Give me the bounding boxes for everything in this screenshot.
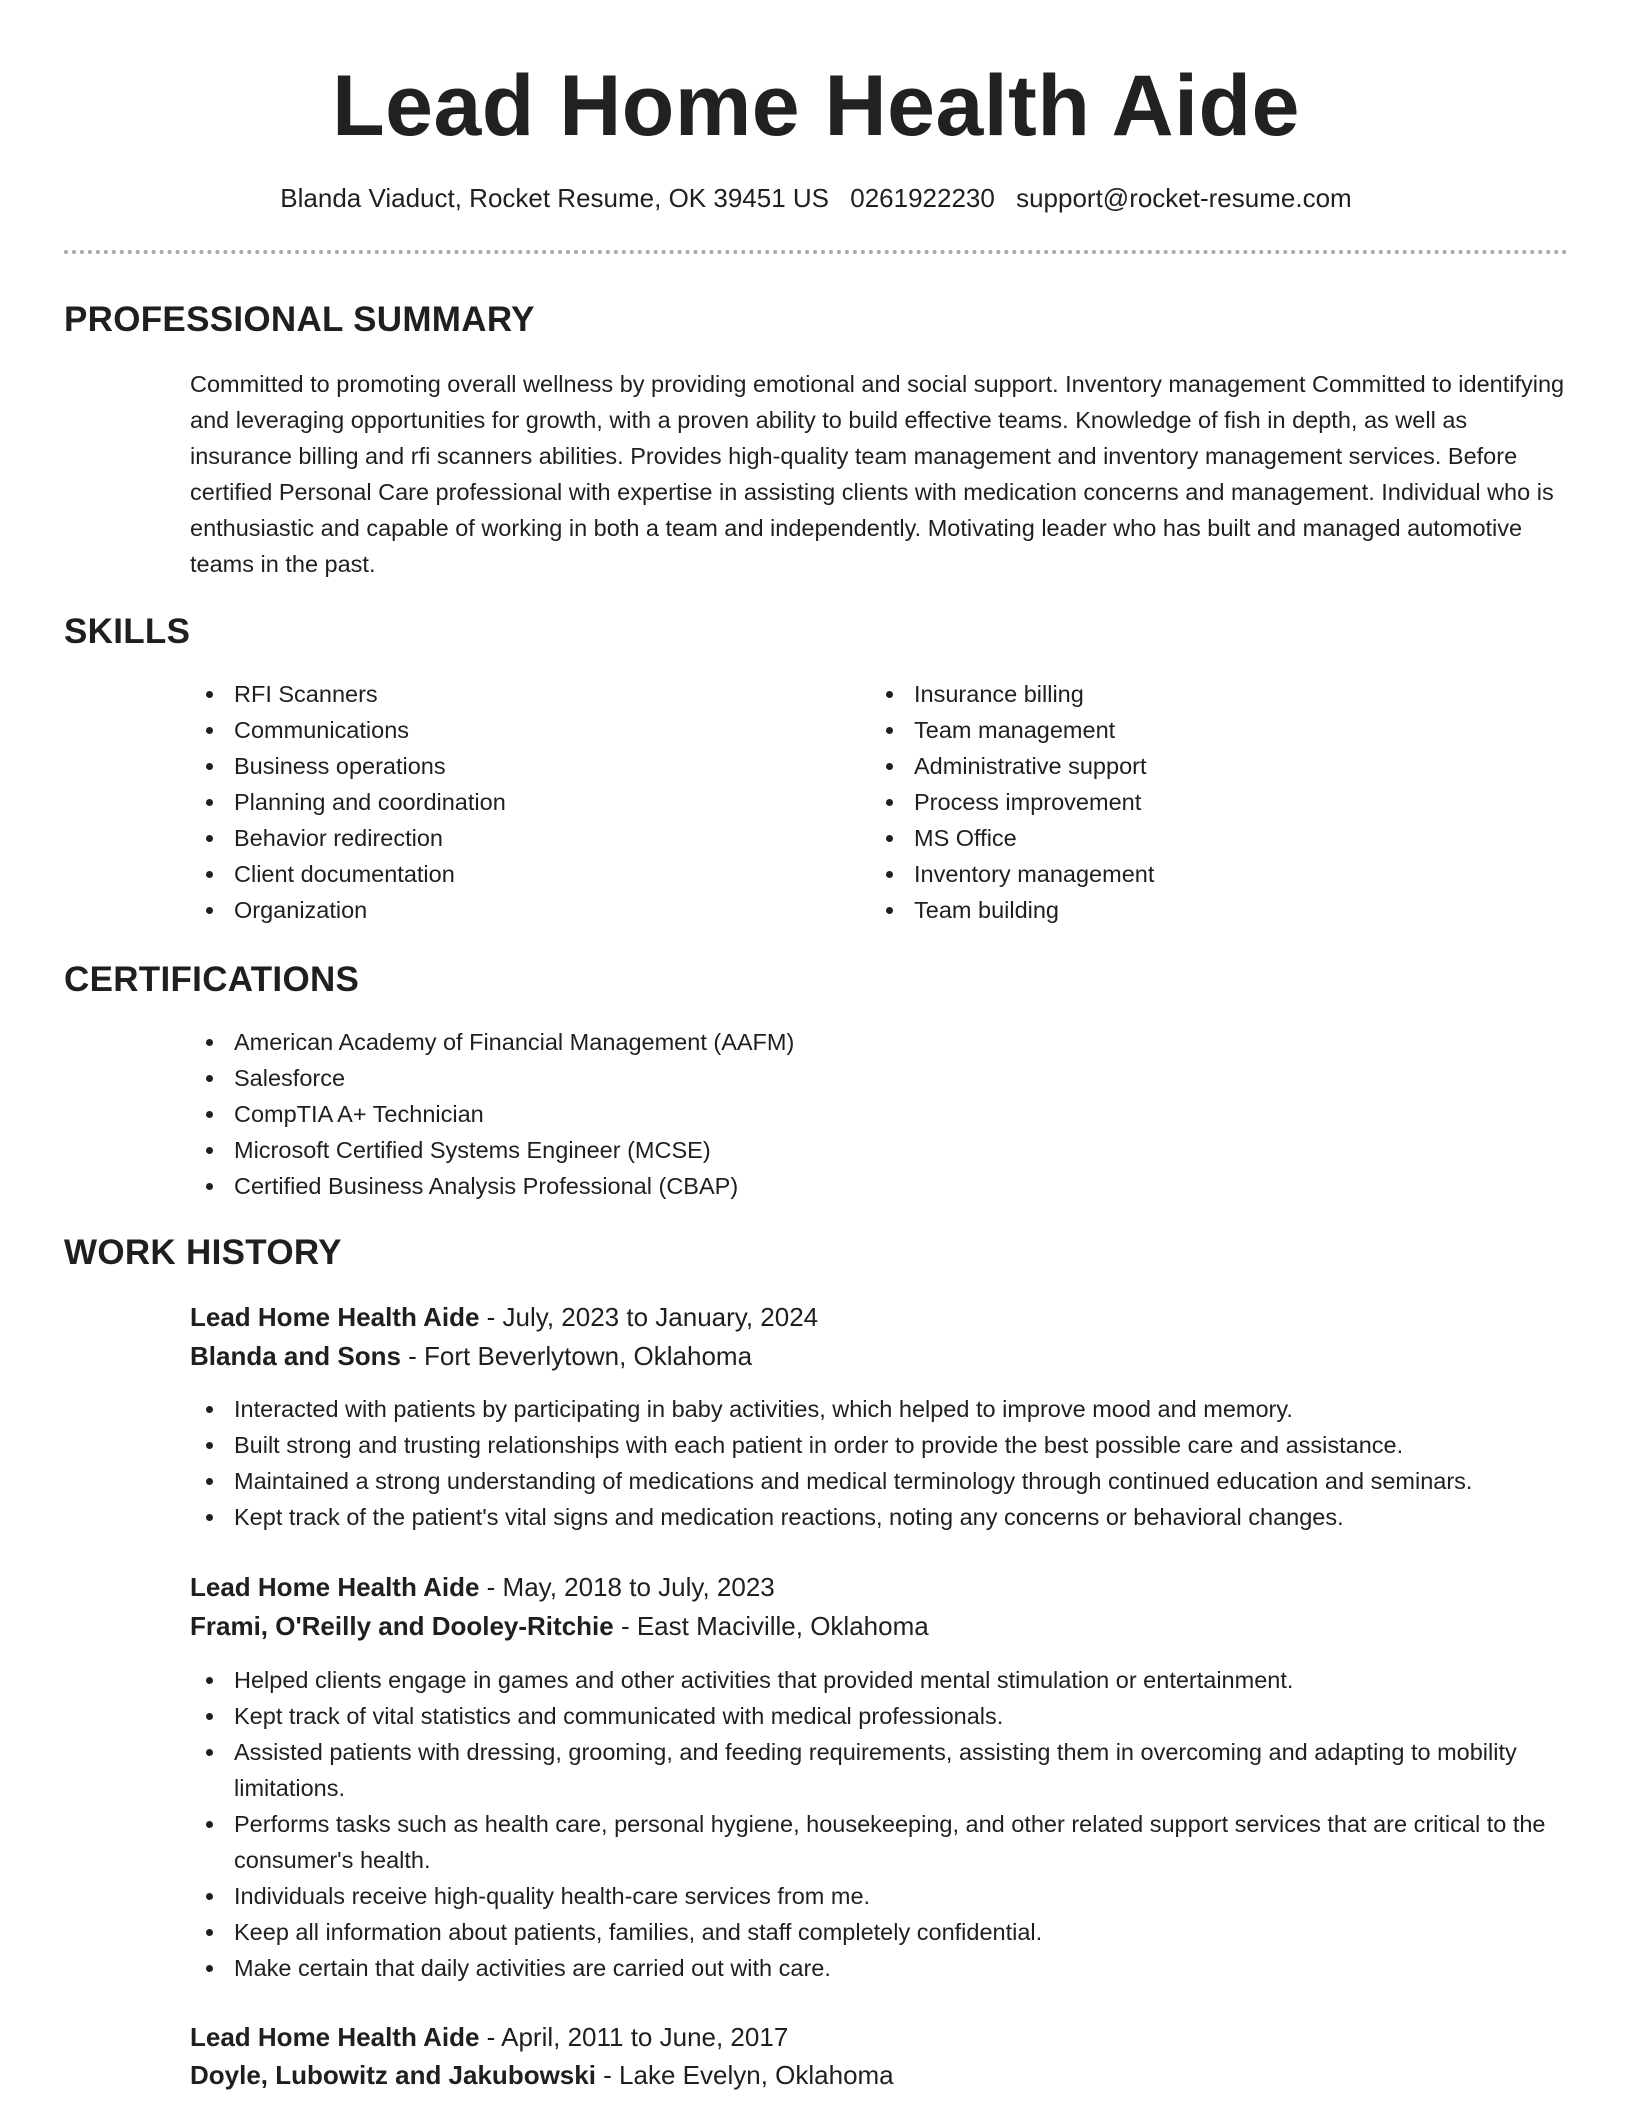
skill-item: RFI Scanners [190, 676, 790, 712]
skill-item: Communications [190, 712, 790, 748]
skills-list-right [870, 676, 1470, 928]
certifications-list [190, 1024, 1570, 1204]
skill-item: Business operations [190, 748, 790, 784]
skill-item: Planning and coordination [190, 784, 790, 820]
job-dates: - July, 2023 to January, 2024 [479, 1302, 819, 1332]
job-title: Lead Home Health Aide [190, 1572, 480, 1602]
contact-line [0, 178, 1632, 218]
summary-heading: PROFESSIONAL SUMMARY [64, 300, 535, 339]
skill-item: Administrative support [870, 748, 1470, 784]
job-bullet: Interacted with patients by participating in baby activities, which helped to improve mood and memory. [190, 1391, 1580, 1427]
skills-heading: SKILLS [64, 612, 191, 651]
job-bullet: Maintained a strong understanding of medications and medical terminology through continued education and seminars. [190, 1463, 1580, 1499]
job-location: - Fort Beverlytown, Oklahoma [400, 1341, 753, 1371]
contact-email: support@rocket-resume.com [1016, 183, 1352, 213]
job-company: Blanda and Sons [190, 1341, 401, 1371]
job-title-line [190, 1298, 818, 1336]
certifications-heading: CERTIFICATIONS [64, 960, 360, 999]
job-company-line [190, 2056, 894, 2094]
job-dates: - May, 2018 to July, 2023 [479, 1572, 775, 1602]
certification-item: American Academy of Financial Management (AAFM) [190, 1024, 1570, 1060]
job-bullet: Performs tasks such as health care, personal hygiene, housekeeping, and other related support services that are critical to the consumer's health. [190, 1806, 1580, 1878]
job-company-line [190, 1337, 752, 1375]
job-bullet: Helped clients engage in games and other activities that provided mental stimulation or entertainment. [190, 1662, 1580, 1698]
skill-item: Organization [190, 892, 790, 928]
job-bullet: Keep all information about patients, families, and staff completely confidential. [190, 1914, 1580, 1950]
job-company-line [190, 1607, 929, 1645]
certification-item: Microsoft Certified Systems Engineer (MCSE) [190, 1132, 1570, 1168]
job-location: - Lake Evelyn, Oklahoma [595, 2060, 894, 2090]
certification-item: Salesforce [190, 1060, 1570, 1096]
job-bullet: Built strong and trusting relationships with each patient in order to provide the best possible care and assistance. [190, 1427, 1580, 1463]
skill-item: Insurance billing [870, 676, 1470, 712]
job-company: Frami, O'Reilly and Dooley-Ritchie [190, 1611, 614, 1641]
job-title-line [190, 1568, 775, 1606]
job-title-line [190, 2018, 788, 2056]
skill-item: Team management [870, 712, 1470, 748]
skill-item: Client documentation [190, 856, 790, 892]
job-location: - East Maciville, Oklahoma [613, 1611, 929, 1641]
job-bullets [190, 1391, 1580, 1535]
job-bullet: Assisted patients with dressing, grooming, and feeding requirements, assisting them in overcoming and adapting to mobility limitations. [190, 1734, 1580, 1806]
skills-list-left [190, 676, 790, 928]
job-title: Lead Home Health Aide [190, 1302, 480, 1332]
work-history-heading: WORK HISTORY [64, 1233, 342, 1272]
job-bullet: Kept track of the patient's vital signs and medication reactions, noting any concerns or behavioral changes. [190, 1499, 1580, 1535]
job-dates: - April, 2011 to June, 2017 [479, 2022, 789, 2052]
job-title: Lead Home Health Aide [190, 2022, 480, 2052]
skill-item: Process improvement [870, 784, 1470, 820]
job-bullet: Individuals receive high-quality health-care services from me. [190, 1878, 1580, 1914]
summary-text: Committed to promoting overall wellness by providing emotional and social support. Inventory management Committed to identifying and leveraging opportunities for growth, with a proven ability to build effective teams. Knowledge of fish in depth, as well as insurance billing and rfi scanners abilities. Provides high-quality team management and inventory management services. Before certified Personal Care professional with expertise in assisting clients with medication concerns and management. Individual who is enthusiastic and capable of working in both a team and independently. Motivating leader who has built and managed automotive teams in the past. [190, 371, 1565, 577]
skill-item: Behavior redirection [190, 820, 790, 856]
contact-phone: 0261922230 [850, 183, 995, 213]
skill-item: Inventory management [870, 856, 1470, 892]
skill-item: MS Office [870, 820, 1470, 856]
certification-item: Certified Business Analysis Professional (CBAP) [190, 1168, 1570, 1204]
candidate-name: Lead Home Health Aide [332, 58, 1300, 154]
contact-address: Blanda Viaduct, Rocket Resume, OK 39451 US [280, 183, 829, 213]
header-divider [64, 250, 1568, 254]
job-bullet: Kept track of vital statistics and communicated with medical professionals. [190, 1698, 1580, 1734]
certification-item: CompTIA A+ Technician [190, 1096, 1570, 1132]
job-bullet: Make certain that daily activities are carried out with care. [190, 1950, 1580, 1986]
job-bullets [190, 1662, 1580, 1986]
job-company: Doyle, Lubowitz and Jakubowski [190, 2060, 596, 2090]
skill-item: Team building [870, 892, 1470, 928]
